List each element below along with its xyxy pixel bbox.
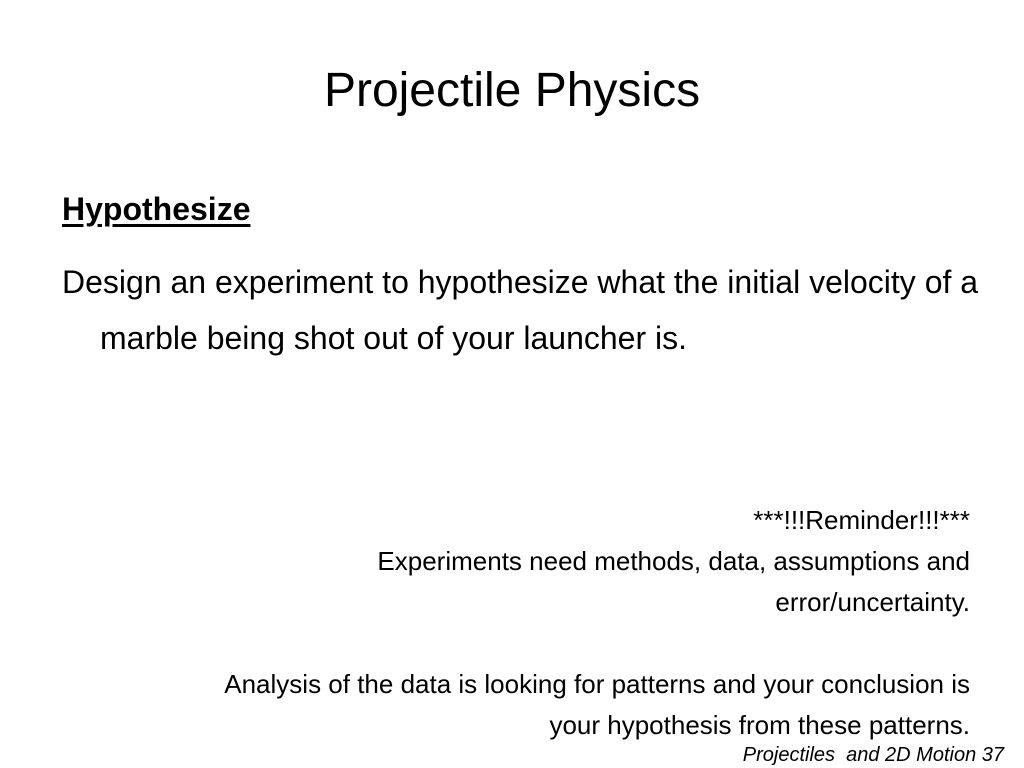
reminder-spacer: [210, 623, 970, 664]
reminder-experiments-text: Experiments need methods, data, assumptions and error/uncertainty.: [377, 546, 970, 617]
slide-title: Projectile Physics: [323, 64, 701, 117]
slide-footer: Projectiles and 2D Motion 37: [742, 744, 1004, 766]
section-heading: Hypothesize: [62, 191, 251, 227]
reminder-box: [210, 500, 970, 746]
reminder-analysis-text: Analysis of the data is looking for patterns and your conclusion is your hypothesis from these patterns.: [224, 669, 970, 740]
reminder-label: ***!!!Reminder!!!***: [753, 505, 970, 535]
body-paragraph: Design an experiment to hypothesize what the initial velocity of a marble being shot out of your launcher is.: [62, 264, 979, 356]
